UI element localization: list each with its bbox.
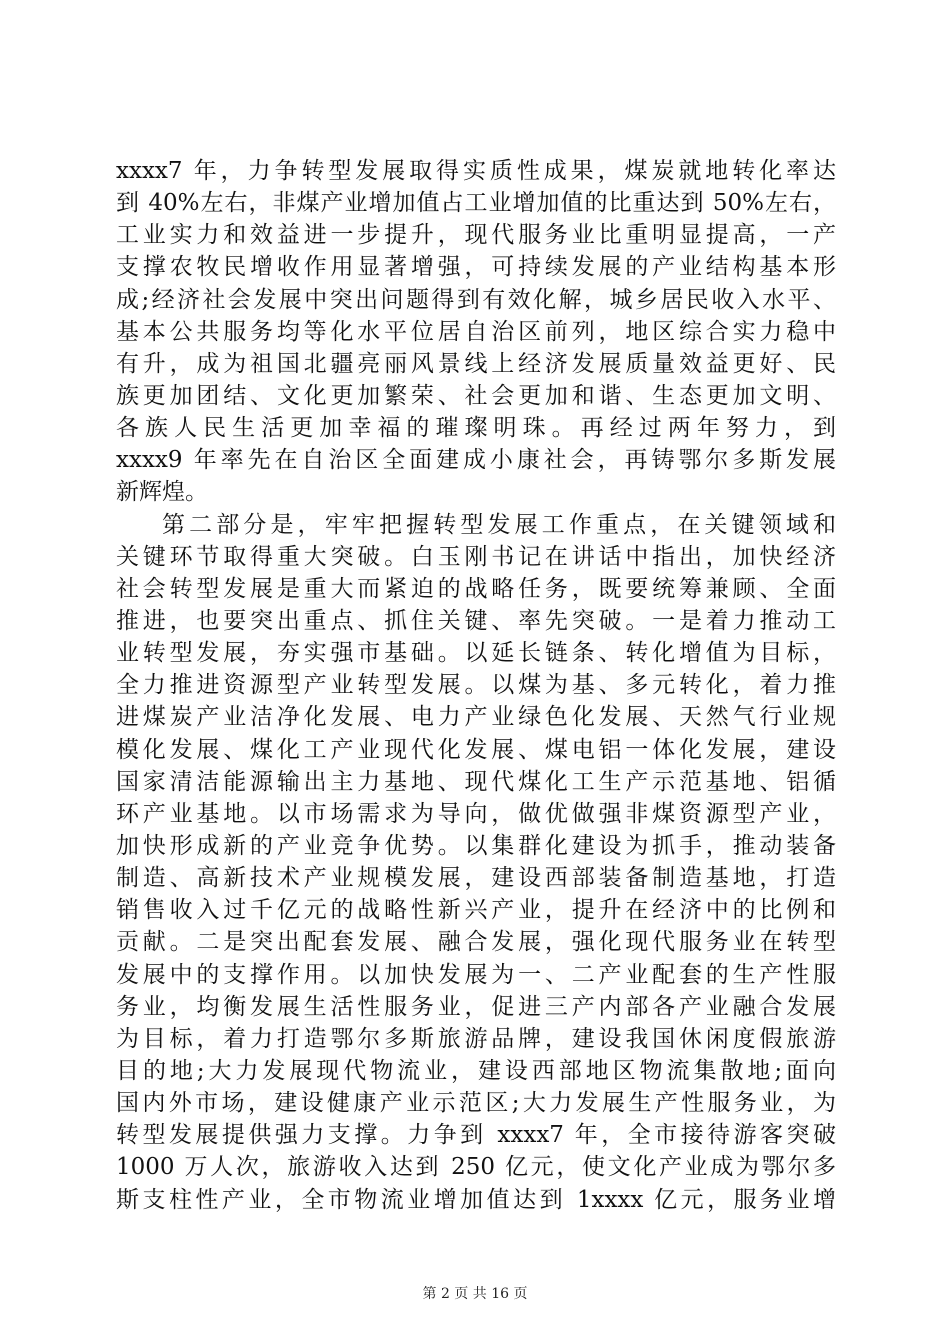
text-line: 贡献。二是突出配套发展、融合发展，强化现代服务业在转型 [116,929,836,956]
text-line: xxxx7 年，力争转型发展取得实质性成果，煤炭就地转化率达 [116,158,836,184]
document-body [116,155,836,1216]
text-line: 发展中的支撑作用。以加快发展为一、二产业配套的生产性服 [116,961,836,988]
text-line: 关键环节取得重大突破。白玉刚书记在讲话中指出，加快经济 [116,543,836,570]
text-line: 1000 万人次，旅游收入达到 250 亿元，使文化产业成为鄂尔多 [116,1154,836,1181]
text-line: 为目标，着力打造鄂尔多斯旅游品牌，建设我国休闲度假旅游 [116,1025,836,1052]
text-line: 国家清洁能源输出主力基地、现代煤化工生产示范基地、铝循 [116,768,836,795]
text-line: 务业，均衡发展生活性服务业，促进三产内部各产业融合发展 [116,993,836,1020]
text-line: 转型发展提供强力支撑。力争到 xxxx7 年，全市接待游客突破 [116,1122,836,1149]
text-line: 支撑农牧民增收作用显著增强，可持续发展的产业结构基本形 [116,254,836,281]
text-line: 加快形成新的产业竞争优势。以集群化建设为抓手，推动装备 [116,832,836,859]
text-line: 斯支柱性产业，全市物流业增加值达到 1xxxx 亿元，服务业增 [116,1186,836,1213]
text-line: 进煤炭产业洁净化发展、电力产业绿色化发展、天然气行业规 [116,704,836,731]
text-line: 基本公共服务均等化水平位居自治区前列，地区综合实力稳中 [116,318,836,345]
text-line: 工业实力和效益进一步提升，现代服务业比重明显提高，一产 [116,222,836,249]
text-line: 制造、高新技术产业规模发展，建设西部装备制造基地，打造 [116,865,836,892]
text-line: 国内外市场，建设健康产业示范区;大力发展生产性服务业，为 [116,1090,836,1117]
text-line: 全力推进资源型产业转型发展。以煤为基、多元转化，着力推 [116,672,836,699]
text-line: 模化发展、煤化工产业现代化发展、煤电铝一体化发展，建设 [116,736,836,763]
text-line: 社会转型发展是重大而紧迫的战略任务，既要统筹兼顾、全面 [116,575,836,602]
text-line: 族更加团结、文化更加繁荣、社会更加和谐、生态更加文明、 [116,382,836,409]
text-line: 成;经济社会发展中突出问题得到有效化解，城乡居民收入水平、 [116,286,836,313]
text-line: 业转型发展，夯实强市基础。以延长链条、转化增值为目标， [116,640,836,667]
text-line: 有升，成为祖国北疆亮丽风景线上经济发展质量效益更好、民 [116,350,836,377]
paragraph-end-line: 新辉煌。 [116,479,208,506]
text-line: 环产业基地。以市场需求为导向，做优做强非煤资源型产业， [116,800,836,827]
text-line: xxxx9 年率先在自治区全面建成小康社会，再铸鄂尔多斯发展 [116,447,836,474]
text-line: 目的地;大力发展现代物流业，建设西部地区物流集散地;面向 [116,1057,836,1084]
text-line: 推进，也要突出重点、抓住关键、率先突破。一是着力推动工 [116,607,836,634]
paragraph-first-line: 第二部分是，牢牢把握转型发展工作重点，在关键领域和 [162,511,836,538]
page-footer: 第 2 页 共 16 页 [422,1286,528,1302]
text-line: 到 40%左右，非煤产业增加值占工业增加值的比重达到 50%左右， [116,190,836,217]
text-line: 销售收入过千亿元的战略性新兴产业，提升在经济中的比例和 [116,897,836,924]
text-line: 各族人民生活更加幸福的璀璨明珠。再经过两年努力，到 [116,415,836,442]
